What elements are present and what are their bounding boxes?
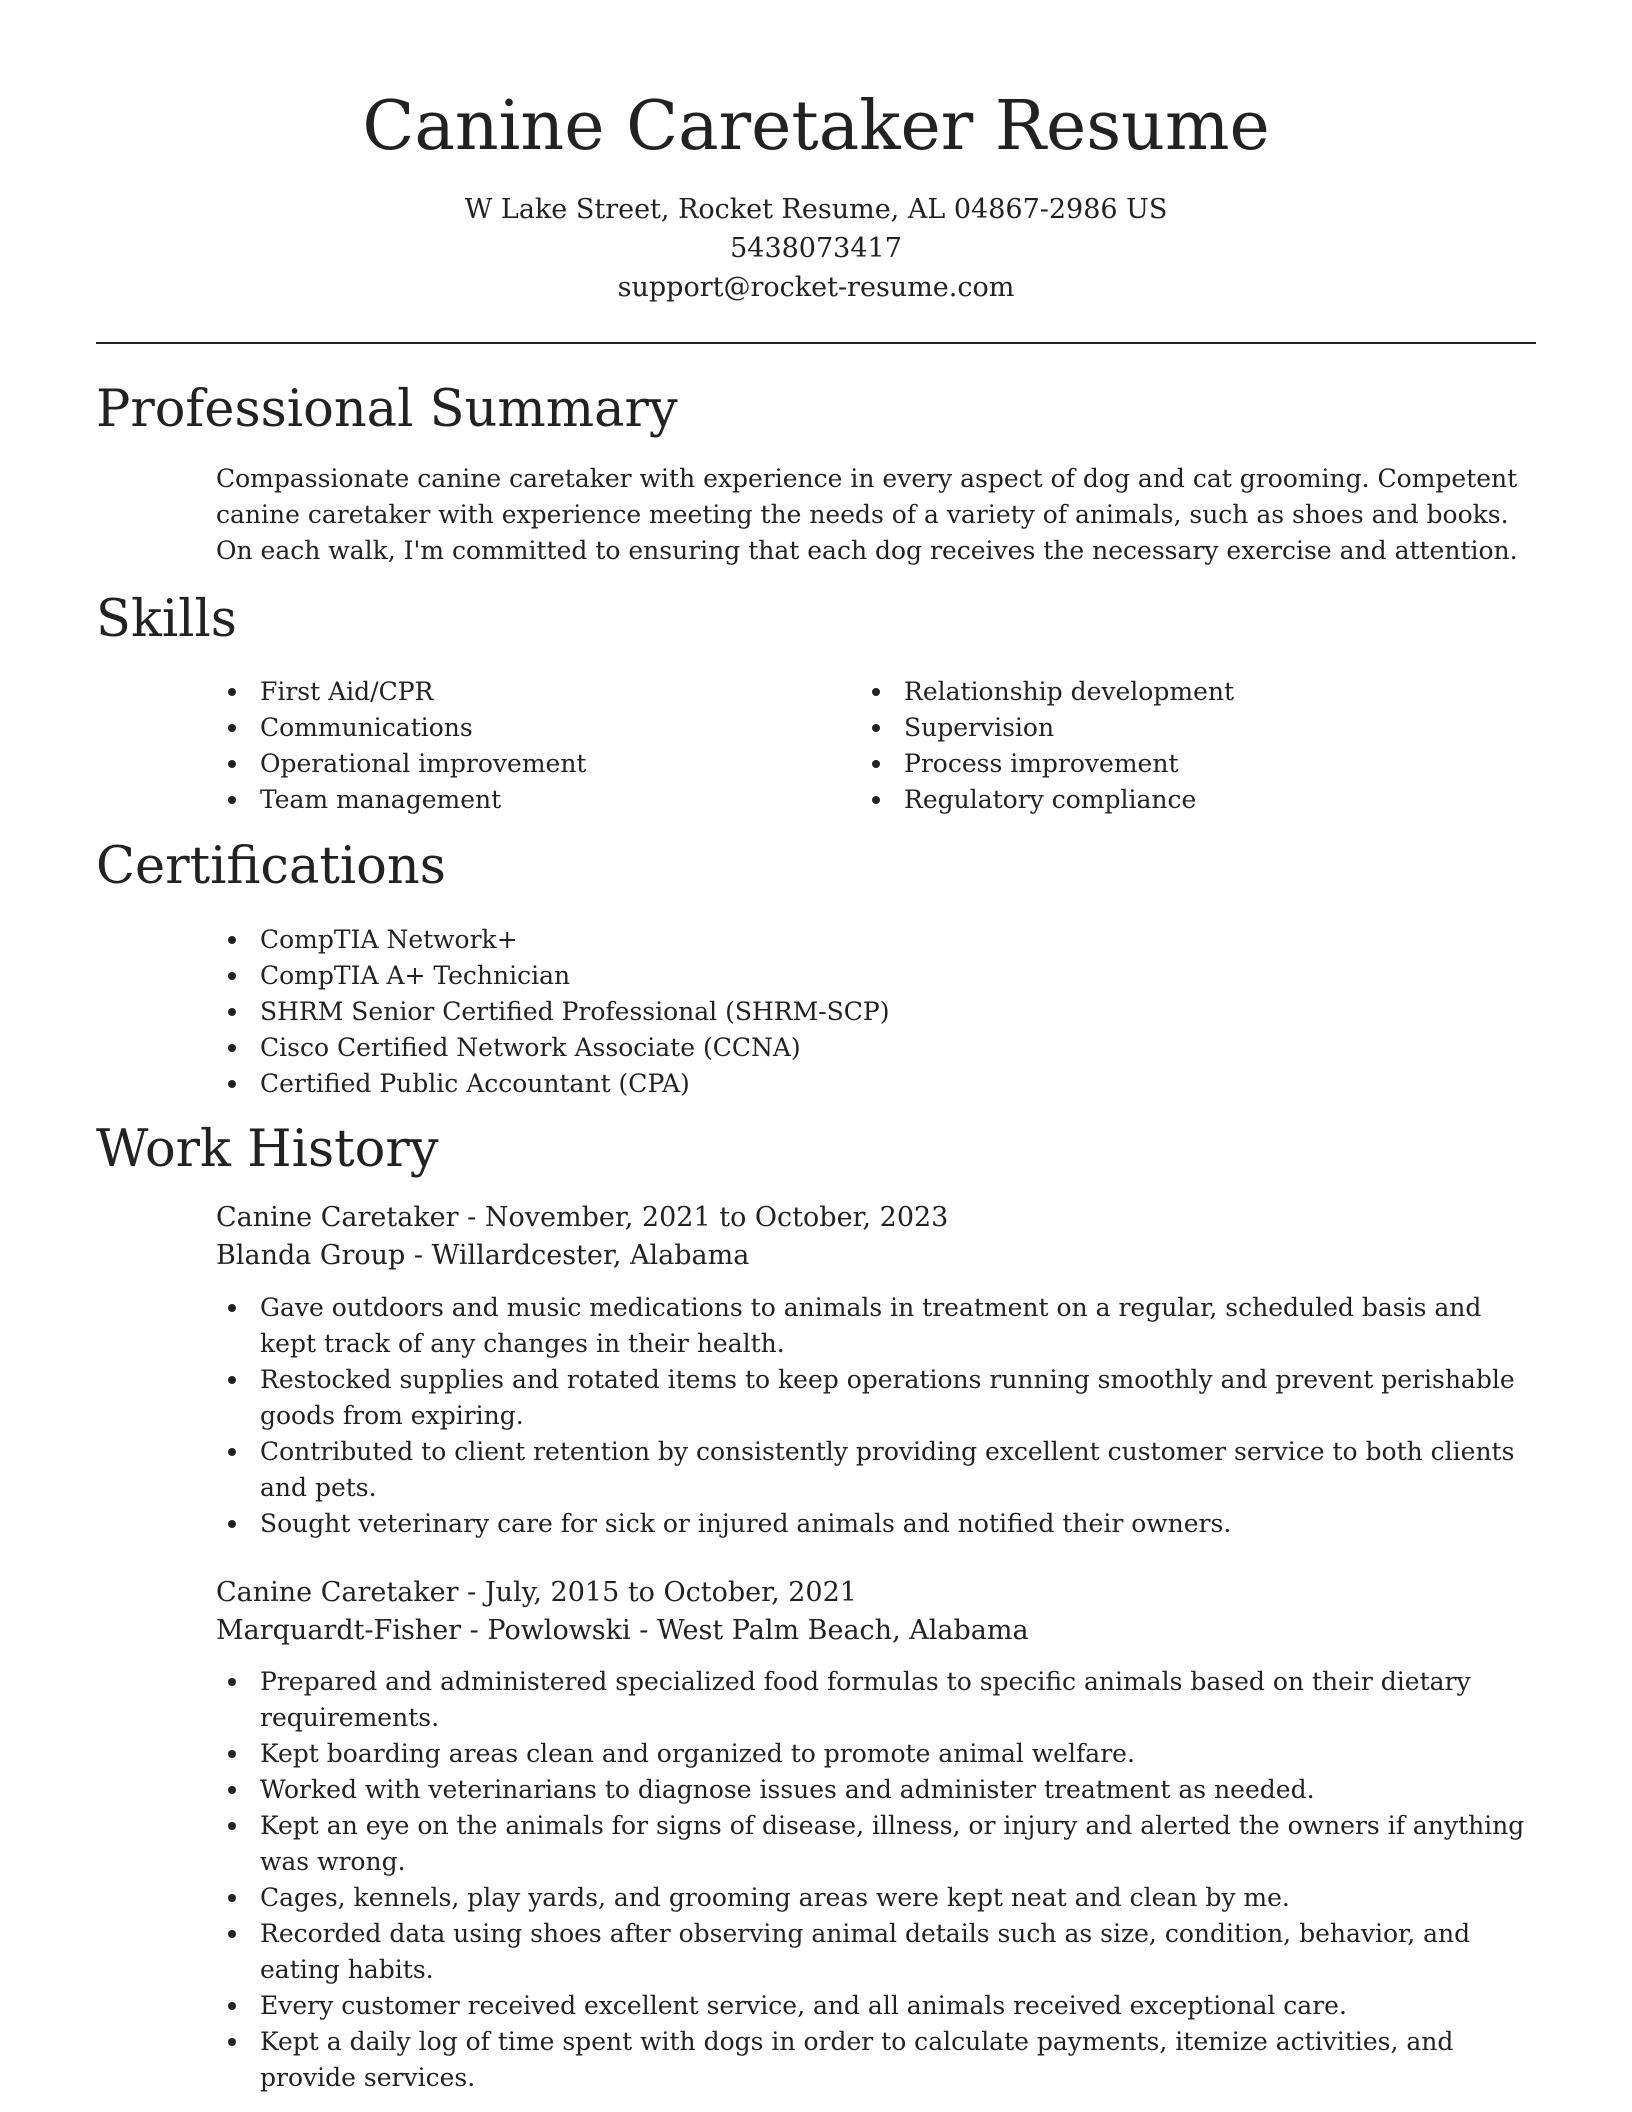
skills-list-left bbox=[216, 674, 816, 818]
job-role-line: Canine Caretaker - November, 2021 to October, 2023 bbox=[216, 1202, 949, 1233]
summary-heading: Professional Summary bbox=[96, 380, 678, 439]
job-bullet: Sought veterinary care for sick or injured animals and notified their owners. bbox=[216, 1506, 1536, 1542]
job-bullet: Kept a daily log of time spent with dogs in order to calculate payments, itemize activities, and provide services. bbox=[216, 2024, 1536, 2096]
skill-item: Team management bbox=[216, 782, 816, 818]
skill-item: Relationship development bbox=[860, 674, 1520, 710]
job-bullet: Kept boarding areas clean and organized to promote animal welfare. bbox=[216, 1736, 1536, 1772]
skill-item: Communications bbox=[216, 710, 816, 746]
job-bullet: Every customer received excellent service, and all animals received exceptional care. bbox=[216, 1988, 1536, 2024]
certifications-heading: Certifications bbox=[96, 837, 446, 896]
job-bullet-list bbox=[216, 1664, 1536, 2096]
summary-text: Compassionate canine caretaker with experience in every aspect of dog and cat grooming. Competent canine caretaker with experience meeting the needs of a variety of animals, such as shoes and books. On each walk, I'm committed to ensuring that each dog receives the necessary exercise and attention. bbox=[216, 464, 1518, 565]
skills-list-right bbox=[860, 674, 1520, 818]
job-header bbox=[216, 1574, 1029, 1650]
job-bullet: Recorded data using shoes after observing animal details such as size, condition, behavior, and eating habits. bbox=[216, 1916, 1536, 1988]
certification-item: Cisco Certified Network Associate (CCNA) bbox=[216, 1030, 890, 1066]
job-bullet: Cages, kennels, play yards, and grooming areas were kept neat and clean by me. bbox=[216, 1880, 1536, 1916]
skill-item: Supervision bbox=[860, 710, 1520, 746]
job-header bbox=[216, 1199, 948, 1275]
work-history-heading: Work History bbox=[96, 1120, 439, 1179]
contact-block bbox=[0, 190, 1632, 307]
resume-title: Canine Caretaker Resume bbox=[362, 87, 1270, 166]
job-bullet: Worked with veterinarians to diagnose issues and administer treatment as needed. bbox=[216, 1772, 1536, 1808]
skill-item: Operational improvement bbox=[216, 746, 816, 782]
skills-heading: Skills bbox=[96, 590, 237, 649]
skill-item: Regulatory compliance bbox=[860, 782, 1520, 818]
certification-item: CompTIA Network+ bbox=[216, 922, 890, 958]
job-role-line: Canine Caretaker - July, 2015 to October, 2021 bbox=[216, 1577, 857, 1608]
certification-item: SHRM Senior Certified Professional (SHRM-SCP) bbox=[216, 994, 890, 1030]
certification-item: Certified Public Accountant (CPA) bbox=[216, 1066, 890, 1102]
job-bullet: Kept an eye on the animals for signs of disease, illness, or injury and alerted the owners if anything was wrong. bbox=[216, 1808, 1536, 1880]
contact-address: W Lake Street, Rocket Resume, AL 04867-2986 US bbox=[464, 194, 1168, 225]
skill-item: Process improvement bbox=[860, 746, 1520, 782]
contact-phone: 5438073417 bbox=[730, 233, 902, 264]
job-bullet: Restocked supplies and rotated items to keep operations running smoothly and prevent perishable goods from expiring. bbox=[216, 1362, 1536, 1434]
job-bullet: Gave outdoors and music medications to animals in treatment on a regular, scheduled basis and kept track of any changes in their health. bbox=[216, 1290, 1536, 1362]
job-bullet-list bbox=[216, 1290, 1536, 1542]
skill-item: First Aid/CPR bbox=[216, 674, 816, 710]
job-company-line: Marquardt-Fisher - Powlowski - West Palm Beach, Alabama bbox=[216, 1615, 1029, 1646]
contact-email: support@rocket-resume.com bbox=[617, 272, 1015, 303]
job-company-line: Blanda Group - Willardcester, Alabama bbox=[216, 1240, 750, 1271]
job-bullet: Prepared and administered specialized food formulas to specific animals based on their dietary requirements. bbox=[216, 1664, 1536, 1736]
certifications-list bbox=[216, 922, 890, 1102]
header-divider bbox=[96, 342, 1536, 344]
certification-item: CompTIA A+ Technician bbox=[216, 958, 890, 994]
job-bullet: Contributed to client retention by consistently providing excellent customer service to both clients and pets. bbox=[216, 1434, 1536, 1506]
